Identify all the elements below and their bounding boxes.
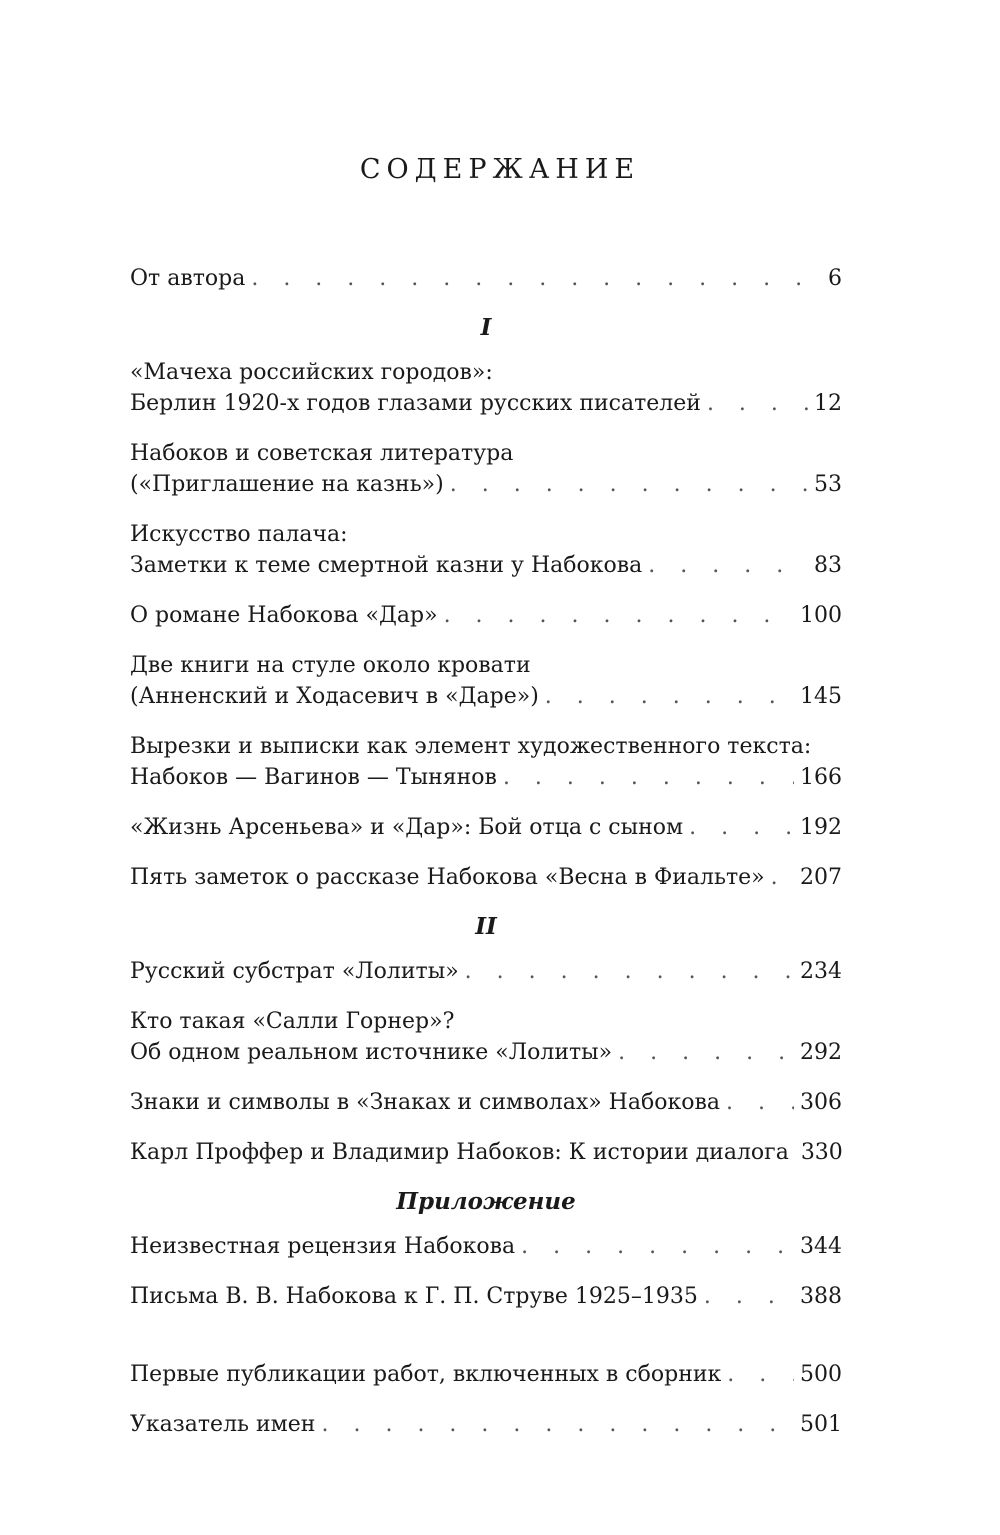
toc-entry-row (130, 1231, 842, 1262)
toc-entry-title-line: Неизвестная рецензия Набокова (130, 1234, 516, 1259)
section-heading-appendix: Приложение (396, 1188, 576, 1215)
toc-entry-row (130, 812, 842, 843)
toc-entry-row (130, 550, 842, 581)
toc-entry (130, 1409, 842, 1440)
toc-entry-title-line: «Мачеха российских городов»: (130, 360, 493, 385)
dot-leader (545, 681, 794, 712)
toc-group-intro (130, 263, 842, 294)
dot-leader (251, 263, 822, 294)
section-heading-1: I (480, 314, 492, 341)
dot-leader (321, 1409, 794, 1440)
page-number: 501 (800, 1412, 842, 1437)
page-number: 53 (814, 472, 842, 497)
page-number: 83 (814, 553, 842, 578)
toc-entry-row (130, 263, 842, 294)
toc-entry-title-line: Письма В. В. Набокова к Г. П. Струве 1925–1935 (130, 1284, 698, 1309)
toc-entry (130, 519, 842, 581)
toc-entry-title-line: Берлин 1920-х годов глазами русских писателей (130, 391, 701, 416)
toc-entry-row (130, 956, 842, 987)
page-number: 6 (828, 266, 842, 291)
toc-entry-title-line: Знаки и символы в «Знаках и символах» Набокова (130, 1090, 720, 1115)
toc-entry-title-line: О романе Набокова «Дар» (130, 603, 438, 628)
dot-leader (771, 862, 794, 893)
page-number: 192 (800, 815, 842, 840)
dot-leader (726, 1087, 794, 1118)
toc-entry (130, 650, 842, 712)
dot-leader (521, 1231, 794, 1262)
dot-leader (648, 550, 808, 581)
toc-entry-title-line: От автора (130, 266, 246, 291)
dot-leader (444, 600, 794, 631)
toc-entry (130, 600, 842, 631)
page-number: 145 (800, 684, 842, 709)
toc-entry-title-line: «Жизнь Арсеньева» и «Дар»: Бой отца с сыном (130, 815, 684, 840)
page-title: СОДЕРЖАНИЕ (359, 154, 641, 186)
toc-entry-row (130, 1037, 842, 1068)
table-of-contents (130, 263, 842, 1459)
toc-entry (130, 956, 842, 987)
toc-entry (130, 438, 842, 500)
toc-entry-title-line: Об одном реальном источнике «Лолиты» (130, 1040, 613, 1065)
toc-entry-row (130, 1409, 842, 1440)
toc-entry-title-line: Набоков — Вагинов — Тынянов (130, 765, 497, 790)
toc-entry (130, 1006, 842, 1068)
toc-entry-title-line: Искусство палача: (130, 522, 348, 547)
toc-entry-row (130, 1359, 842, 1390)
dot-leader (503, 762, 794, 793)
toc-entry (130, 1137, 842, 1168)
toc-entry-row (130, 469, 842, 500)
dot-leader (450, 469, 808, 500)
toc-entry-row (130, 762, 842, 793)
toc-entry (130, 1087, 842, 1118)
page-number: 306 (800, 1090, 842, 1115)
toc-entry-title-line: Набоков и советская литература (130, 441, 514, 466)
toc-entry-title-line: Две книги на стуле около кровати (130, 653, 531, 678)
toc-group-section-2 (130, 956, 842, 1168)
page-number: 292 (800, 1040, 842, 1065)
toc-entry-row (130, 862, 842, 893)
page-number: 100 (800, 603, 842, 628)
toc-entry (130, 263, 842, 294)
page-number: 500 (800, 1362, 842, 1387)
page-number: 234 (800, 959, 842, 984)
page-number: 166 (800, 765, 842, 790)
toc-entry-title-line: Первые публикации работ, включенных в сборник (130, 1362, 722, 1387)
toc-entry-row (130, 1137, 842, 1168)
page-number: 12 (814, 391, 842, 416)
toc-entry (130, 1281, 842, 1312)
toc-entry-row (130, 1087, 842, 1118)
dot-leader (465, 956, 794, 987)
dot-leader (707, 388, 808, 419)
page-number: 330 (800, 1140, 843, 1165)
page-number: 344 (800, 1234, 842, 1259)
toc-entry-title-line: Указатель имен (130, 1412, 316, 1437)
toc-entry-title-line: Вырезки и выписки как элемент художественного текста: (130, 734, 812, 759)
toc-entry (130, 1359, 842, 1390)
toc-entry (130, 862, 842, 893)
toc-entry-row (130, 600, 842, 631)
dot-leader (618, 1037, 794, 1068)
toc-entry (130, 357, 842, 419)
dot-leader (704, 1281, 794, 1312)
page-number: 388 (800, 1284, 842, 1309)
toc-group-section-1 (130, 357, 842, 893)
toc-entry-title-line: («Приглашение на казнь») (130, 472, 444, 497)
section-heading-2: II (475, 913, 497, 940)
dot-leader (727, 1359, 794, 1390)
toc-entry-title-line: Карл Проффер и Владимир Набоков: К истории диалога (130, 1140, 789, 1165)
dot-leader (689, 812, 794, 843)
toc-entry-title-line: (Анненский и Ходасевич в «Даре») (130, 684, 539, 709)
toc-entry (130, 812, 842, 843)
spacer (130, 1331, 842, 1359)
toc-entry (130, 1231, 842, 1262)
toc-entry-title-line: Пять заметок о рассказе Набокова «Весна в Фиальте» (130, 865, 765, 890)
toc-entry-title-line: Заметки к теме смертной казни у Набокова (130, 553, 643, 578)
toc-group-back-matter (130, 1359, 842, 1440)
toc-entry (130, 731, 842, 793)
toc-entry-row (130, 388, 842, 419)
toc-entry-row (130, 1281, 842, 1312)
page-number: 207 (800, 865, 842, 890)
toc-entry-title-line: Русский субстрат «Лолиты» (130, 959, 459, 984)
toc-group-appendix (130, 1231, 842, 1312)
toc-entry-row (130, 681, 842, 712)
toc-entry-title-line: Кто такая «Салли Горнер»? (130, 1009, 455, 1034)
